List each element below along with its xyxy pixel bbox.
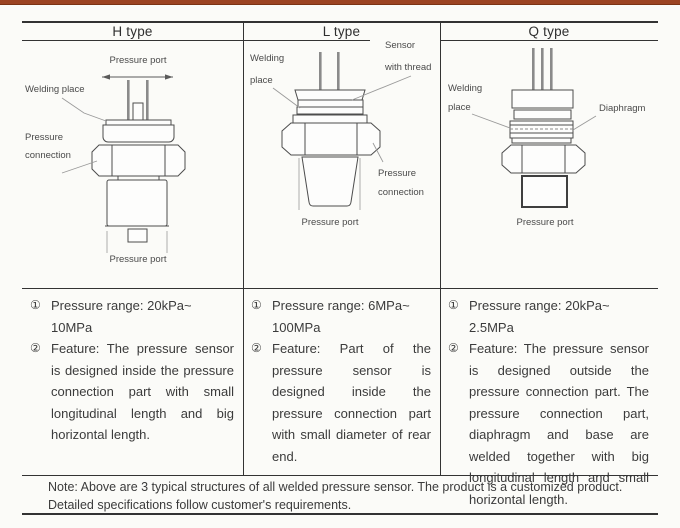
l-collar bbox=[293, 115, 367, 123]
h-pin-right bbox=[146, 80, 149, 122]
q-diaphragm-label: Diaphragm bbox=[599, 103, 646, 114]
l-pressure-range-item bbox=[251, 295, 431, 338]
h-pressure-range-item bbox=[30, 295, 234, 338]
dim-arrow-left bbox=[102, 74, 110, 79]
l-pressure-range-text bbox=[272, 295, 431, 338]
h-center-stem bbox=[133, 103, 143, 121]
circled-2-marker: ② bbox=[448, 341, 459, 355]
l-type-diagram-cell bbox=[243, 40, 440, 288]
q-bottom-port-body bbox=[522, 176, 567, 207]
h-hex-nut bbox=[92, 145, 185, 176]
l-thread-ring-1 bbox=[298, 100, 363, 107]
h-type-sensor-drawing bbox=[22, 40, 243, 288]
dim-arrow-right bbox=[165, 74, 173, 79]
q-type-spec-cell bbox=[440, 289, 658, 507]
l-thread-ring-2 bbox=[297, 107, 363, 114]
q-welding-place-label-2: place bbox=[448, 102, 471, 113]
sensor-types-table bbox=[22, 21, 658, 515]
l-pin-right bbox=[337, 52, 340, 91]
q-base-band bbox=[512, 138, 571, 143]
l-pin-left bbox=[319, 52, 322, 91]
l-range-line-1: Pressure range: 6MPa~ bbox=[272, 298, 410, 313]
h-pressure-range-text bbox=[51, 295, 234, 338]
h-upper-body bbox=[103, 125, 174, 142]
l-pressure-cone bbox=[302, 157, 358, 206]
circled-1-marker: ① bbox=[251, 298, 262, 312]
h-welding-place-label: Welding place bbox=[25, 84, 85, 95]
l-hex-nut bbox=[282, 123, 380, 155]
q-pressure-range-text bbox=[469, 295, 649, 338]
circled-2-marker: ② bbox=[30, 341, 41, 355]
q-feature-text: Feature: The pressure sensor is designed outside the pressure connection part. The pressure connection part, diaphragm and base are welded together with big longitudinal length and small horizontal length. bbox=[469, 341, 649, 507]
l-pressure-connection-label-2: connection bbox=[378, 187, 424, 198]
column-header-l-type: L type bbox=[322, 24, 361, 39]
circled-2-marker: ② bbox=[251, 341, 262, 355]
h-bottom-port bbox=[128, 229, 147, 242]
table-top-border bbox=[22, 21, 658, 23]
q-hex-nut bbox=[502, 145, 585, 173]
l-feature-item bbox=[251, 338, 431, 467]
q-pin-left bbox=[532, 48, 535, 90]
q-welding-place-label-1: Welding bbox=[448, 83, 483, 94]
q-pin-right bbox=[550, 48, 553, 90]
h-type-diagram-cell bbox=[22, 40, 243, 288]
q-top-block bbox=[512, 90, 573, 108]
h-range-line-2: 10MPa bbox=[51, 319, 93, 335]
h-range-line-1: Pressure range: 20kPa~ bbox=[51, 298, 192, 313]
h-bottom-port-label: Pressure port bbox=[109, 254, 167, 265]
column-header-q-type: Q type bbox=[528, 24, 570, 39]
l-bottom-port-label: Pressure port bbox=[301, 217, 359, 228]
top-accent-bar bbox=[0, 0, 680, 5]
column-header-h-type: H type bbox=[112, 24, 153, 39]
h-lower-cylinder bbox=[107, 180, 167, 226]
q-type-diagram-cell bbox=[440, 40, 658, 288]
l-welding-place-label-2: place bbox=[250, 75, 273, 86]
l-welding-place-label-1: Welding bbox=[250, 53, 285, 64]
q-pin-middle bbox=[541, 48, 544, 90]
q-pressure-range-item bbox=[448, 295, 649, 338]
q-range-line-2: 2.5MPa bbox=[469, 319, 514, 335]
l-type-sensor-drawing bbox=[243, 40, 440, 288]
h-feature-item bbox=[30, 338, 234, 446]
h-type-spec-cell bbox=[22, 289, 243, 475]
q-range-line-1: Pressure range: 20kPa~ bbox=[469, 298, 610, 313]
h-feature-text: Feature: The pressure sensor is designed inside the pressure connection part with small longitudinal length and big horizontal length. bbox=[51, 341, 234, 442]
q-bottom-port-label: Pressure port bbox=[516, 217, 574, 228]
l-feature-text: Feature: Part of the pressure sensor is designed inside the pressure connection part with small diameter of rear end. bbox=[272, 341, 431, 464]
q-diaphragm-section bbox=[510, 121, 573, 138]
q-type-sensor-drawing bbox=[440, 40, 658, 288]
l-pressure-connection-label-1: Pressure bbox=[378, 168, 417, 179]
table-note: Note: Above are 3 typical structures of all welded pressure sensor. The product is a customized product. Detailed specifications follow customer's requirements. bbox=[48, 480, 623, 512]
l-sensor-thread-label-1: Sensor bbox=[385, 40, 416, 51]
h-top-port-label: Pressure port bbox=[109, 55, 167, 66]
l-sensor-thread-label-2: with thread bbox=[385, 62, 432, 73]
l-range-line-2: 100MPa bbox=[272, 319, 321, 335]
h-pressure-connection-label-2: connection bbox=[25, 150, 71, 161]
h-welding-plate bbox=[106, 120, 171, 125]
h-pressure-connection-label-1: Pressure bbox=[25, 132, 64, 143]
l-type-spec-cell bbox=[243, 289, 440, 475]
circled-1-marker: ① bbox=[30, 298, 41, 312]
q-neck-block bbox=[514, 110, 571, 119]
circled-1-marker: ① bbox=[448, 298, 459, 312]
h-pin-left bbox=[127, 80, 130, 122]
